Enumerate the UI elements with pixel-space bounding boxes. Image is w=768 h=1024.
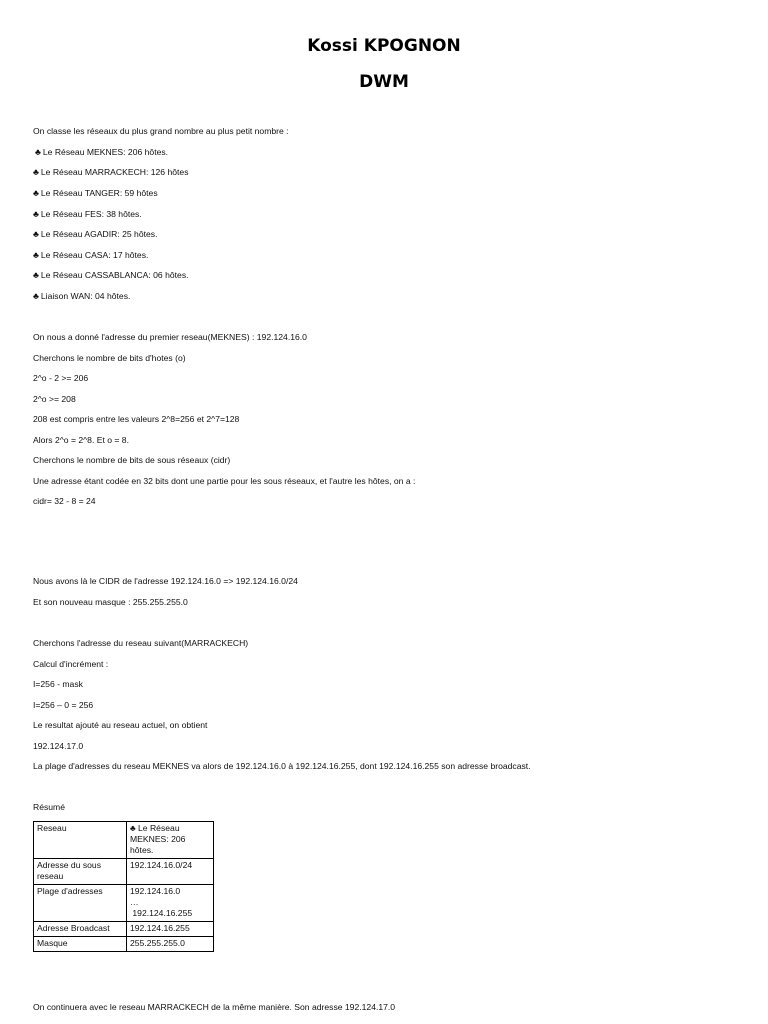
network-item: ♣ Liaison WAN: 04 hôtes. [33, 291, 131, 301]
network-item: ♣ Le Réseau TANGER: 59 hôtes [33, 188, 158, 198]
calc-line: 192.124.17.0 [33, 741, 84, 751]
summary-table [33, 821, 214, 952]
network-item: ♣ Le Réseau MEKNES: 206 hôtes. [35, 147, 169, 157]
network-item: ♣ Le Réseau FES: 38 hôtes. [33, 209, 142, 219]
club-bullet-icon: ♣ [33, 167, 39, 177]
network-item: ♣ Le Réseau AGADIR: 25 hôtes. [33, 229, 158, 239]
calc-line: cidr= 32 - 8 = 24 [33, 496, 96, 506]
calc-line: La plage d'adresses du reseau MEKNES va alors de 192.124.16.0 à 192.124.16.255, dont 192.124.16.255 son adresse broadcast. [33, 761, 531, 771]
mask-line: Et son nouveau masque : 255.255.255.0 [33, 597, 188, 607]
club-bullet-icon: ♣ [33, 209, 39, 219]
table-cell-value: ♣ Le Réseau MEKNES: 206 hôtes. [127, 822, 214, 859]
club-bullet-icon: ♣ [33, 270, 39, 280]
calc-line: Cherchons le nombre de bits de sous réseaux (cidr) [33, 455, 231, 465]
range-end: 192.124.16.255 [130, 908, 193, 918]
table-row [34, 885, 214, 922]
table-cell-value: 192.124.16.0/24 [127, 859, 214, 885]
intro-text: On classe les réseaux du plus grand nombre au plus petit nombre : [33, 126, 289, 136]
calc-line: 208 est compris entre les valeurs 2^8=256 et 2^7=128 [33, 414, 240, 424]
table-cell-value [127, 885, 214, 922]
calc-line: Alors 2^o = 2^8. Et o = 8. [33, 435, 129, 445]
club-bullet-icon: ♣ [33, 229, 39, 239]
table-row [34, 922, 214, 937]
network-item: ♣ Le Réseau MARRACKECH: 126 hôtes [33, 167, 189, 177]
cidr-line: Nous avons là le CIDR de l'adresse 192.124.16.0 => 192.124.16.0/24 [33, 576, 298, 586]
calc-line: Cherchons l'adresse du reseau suivant(MARRACKECH) [33, 638, 249, 648]
table-row [34, 859, 214, 885]
calc-line: On nous a donné l'adresse du premier reseau(MEKNES) : 192.124.16.0 [33, 332, 307, 342]
footer-text: On continuera avec le reseau MARRACKECH de la même manière. Son adresse 192.124.17.0 [33, 1002, 396, 1012]
calc-line: Calcul d'incrément : [33, 659, 109, 669]
calc-line: Une adresse étant codée en 32 bits dont une partie pour les sous réseaux, et l'autre les hôtes, on a : [33, 476, 416, 486]
table-row [34, 822, 214, 859]
calc-line: 2^o >= 208 [33, 394, 76, 404]
range-ellipsis: … [130, 897, 139, 907]
table-cell-label: Plage d'adresses [34, 885, 127, 922]
table-cell-label: Adresse du sous reseau [34, 859, 127, 885]
table-cell-label: Reseau [34, 822, 127, 859]
club-bullet-icon: ♣ [35, 147, 41, 157]
club-bullet-icon: ♣ [33, 291, 39, 301]
table-cell-label: Masque [34, 937, 127, 952]
calc-line: 2^o - 2 >= 206 [33, 373, 89, 383]
club-bullet-icon: ♣ [33, 250, 39, 260]
calc-line: Cherchons le nombre de bits d'hotes (o) [33, 353, 186, 363]
network-item: ♣ Le Réseau CASSABLANCA: 06 hôtes. [33, 270, 189, 280]
calc-line: I=256 – 0 = 256 [33, 700, 94, 710]
summary-heading: Résumé [33, 802, 65, 812]
table-cell-value: 255.255.255.0 [127, 937, 214, 952]
range-start: 192.124.16.0 [130, 886, 181, 896]
table-cell-label: Adresse Broadcast [34, 922, 127, 937]
club-bullet-icon: ♣ [33, 188, 39, 198]
table-row [34, 937, 214, 952]
course-name: DWM [359, 72, 409, 92]
calc-line: Le resultat ajouté au reseau actuel, on obtient [33, 720, 208, 730]
calc-line: I=256 - mask [33, 679, 83, 689]
author-name: Kossi KPOGNON [307, 36, 461, 56]
table-cell-value: 192.124.16.255 [127, 922, 214, 937]
network-item: ♣ Le Réseau CASA: 17 hôtes. [33, 250, 149, 260]
